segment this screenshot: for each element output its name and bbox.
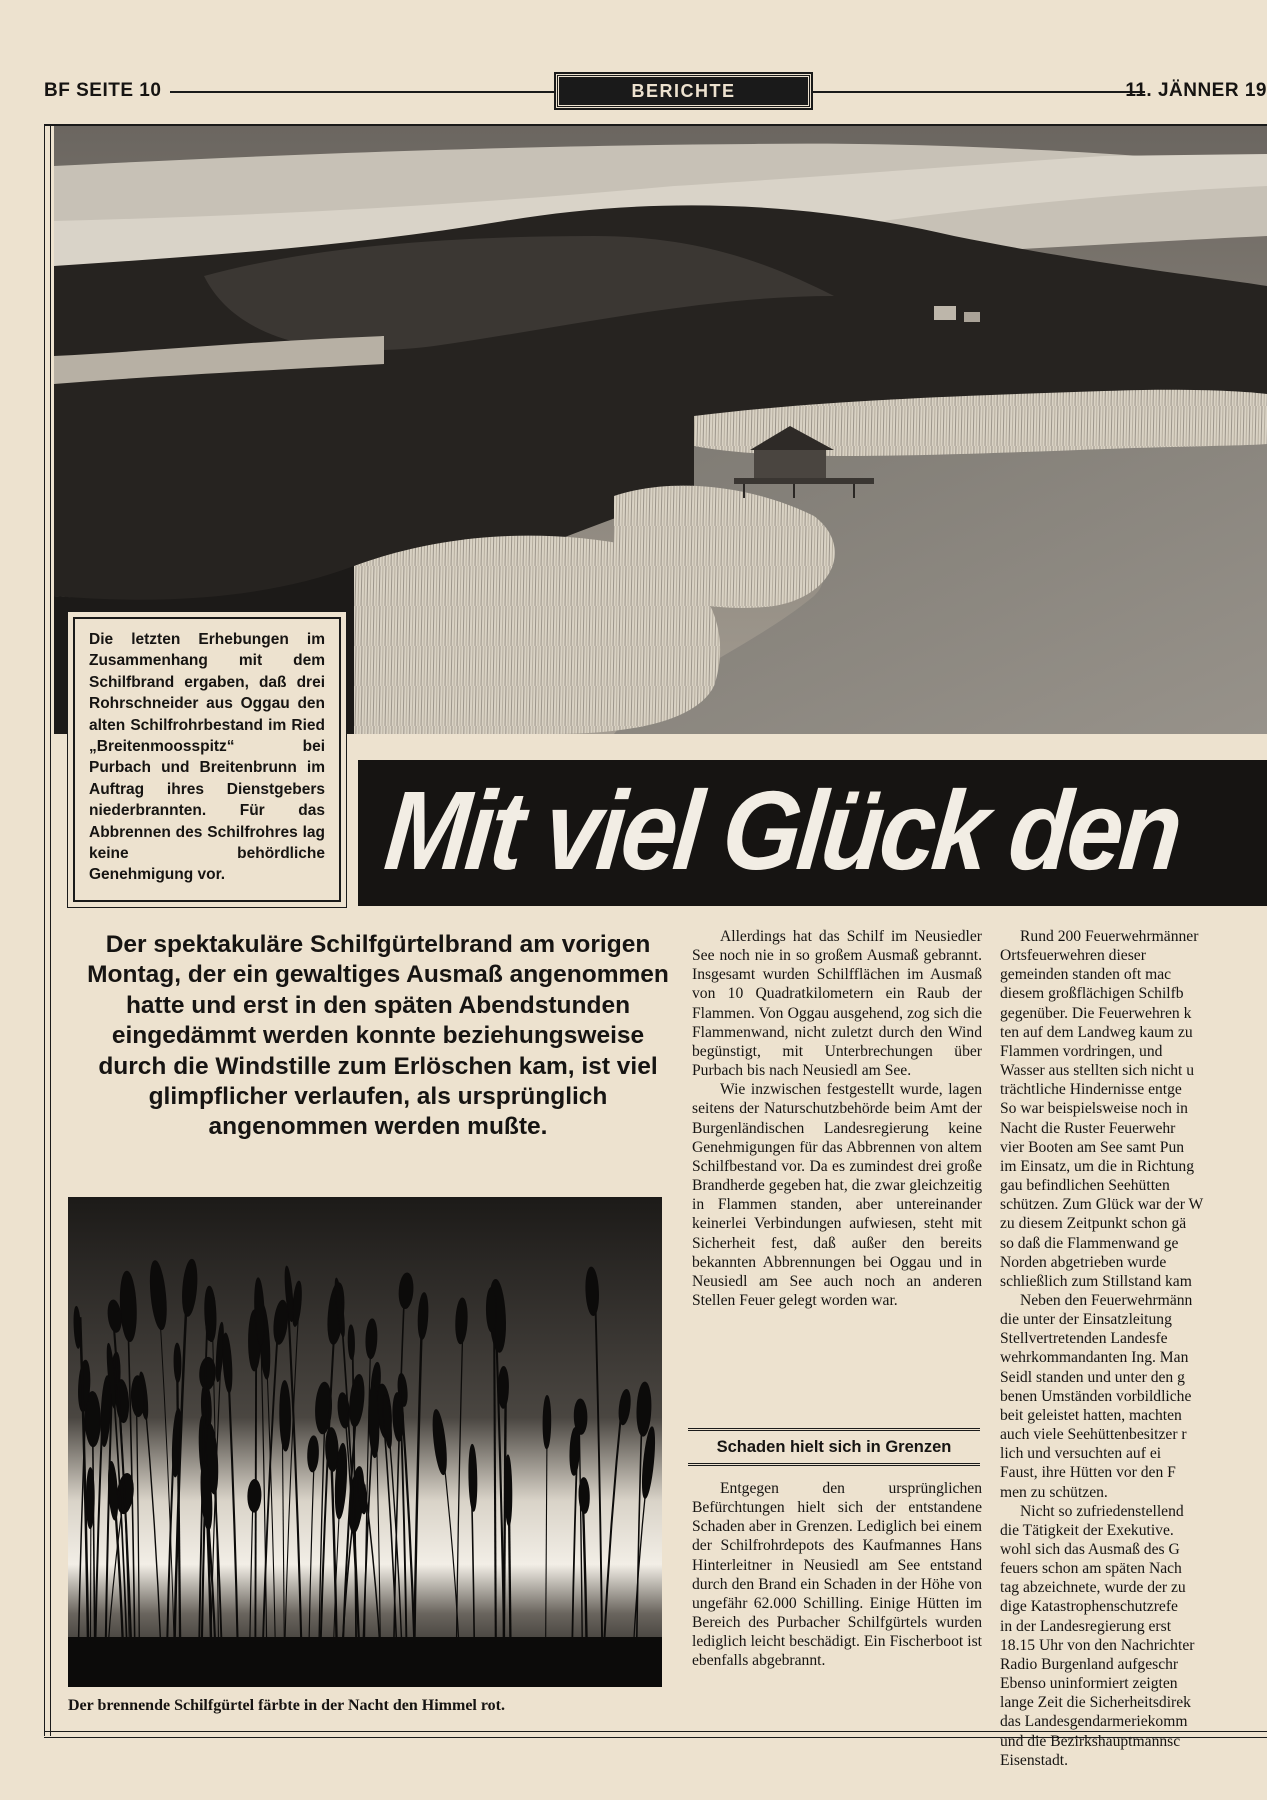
header-rule-right [811, 91, 1145, 93]
lead-paragraph: Der spektakuläre Schilfgürtelbrand am vorigen Montag, der ein gewaltiges Ausmaß angenommen hatte und erst in den späten Abendstunden eingedämmt werden konnte beziehungsweise durch die Windstille zum Erlöschen kam, ist viel glimpflicher verlaufen, als ursprünglich angenommen werden mußte. [87, 931, 669, 1141]
reed-plume [543, 1396, 551, 1449]
reed-plume [348, 1325, 355, 1360]
article-column-2-continued [692, 1479, 982, 1671]
column-3-line: So war beispielsweise noch in [1000, 1100, 1188, 1118]
column-3-line: Nicht so zufriedenstellend [1020, 1502, 1184, 1520]
paragraph: Allerdings hat das Schilf im Neusiedler See noch nie in so großem Ausmaß gebrannt. Insgesamt wurden Schilfflächen im Ausmaß von 10 Quadratkilometern ein Raub der Flammen. Von Oggau ausgehend, zog sich die Flammenwand, nicht zuletzt durch den Wind begünstigt, mit Unterbrechungen über Purbach bis nach Neusiedl am See. [692, 928, 982, 1080]
column-3-line: Radio Burgenland aufgeschr [1000, 1655, 1179, 1673]
column-3-line: so daß die Flammenwand ge [1000, 1234, 1179, 1252]
column-3-line: trächtliche Hindernisse entge [1000, 1081, 1182, 1099]
column-3-line: Rund 200 Feuerwehrmänner [1020, 928, 1199, 945]
column-3-line: schließlich zum Stillstand kam [1000, 1272, 1192, 1290]
column-3-line: Eisenstadt. [1000, 1751, 1068, 1769]
paragraph [1000, 927, 1267, 1770]
column-3-line: Ebenso uninformiert zeigten [1000, 1675, 1178, 1693]
column-3-line: Faust, ihre Hütten vor den F [1000, 1464, 1176, 1482]
column-3-line: wehrkommandanten Ing. Man [1000, 1349, 1189, 1367]
issue-date: 11. JÄNNER 19 [1125, 80, 1267, 101]
column-3-line: Stellvertretenden Landesfe [1000, 1330, 1168, 1348]
reed-plume [174, 1343, 182, 1382]
reed-plume [131, 1376, 145, 1417]
column-3-line: das Landesgendarmeriekomm [1000, 1713, 1188, 1731]
subheading: Schaden hielt sich in Grenzen [688, 1428, 980, 1466]
frame-left-rule [44, 124, 51, 1736]
column-3-line: Neben den Feuerwehrmänn [1020, 1291, 1193, 1309]
column-3-line: auch viele Seehüttenbesitzer r [1000, 1426, 1187, 1444]
headline-text: Mit viel Glück den [380, 768, 1185, 893]
column-3-line: beit geleistet hatten, machten [1000, 1406, 1182, 1424]
column-3-line: Nacht die Ruster Feuerwehr [1000, 1119, 1176, 1137]
reed-plume [498, 1366, 509, 1408]
column-3-line: Wasser aus stellten sich nicht u [1000, 1062, 1195, 1080]
column-3-line: Ortsfeuerwehren dieser [1000, 947, 1146, 965]
column-3-line: Seidl standen und unter den g [1000, 1368, 1185, 1386]
column-3-line: und die Bezirkshauptmannsc [1000, 1732, 1181, 1750]
column-3-line: schützen. Zum Glück war der W [1000, 1196, 1204, 1214]
column-3-line: Flammen vordringen, und [1000, 1042, 1163, 1060]
column-3-line: im Einsatz, um die in Richtung [1000, 1157, 1195, 1175]
page-header [44, 74, 1267, 112]
reed-plume [86, 1468, 94, 1529]
column-3-line: tag abzeichnete, wurde der zu [1000, 1579, 1186, 1597]
column-3-line: feuers schon am späten Nach [1000, 1560, 1182, 1578]
column-3-line: dige Katastrophenschutzrefe [1000, 1598, 1178, 1616]
column-3-line: men zu schützen. [1000, 1483, 1108, 1501]
column-3-line: ten auf dem Landweg kaum zu [1000, 1023, 1193, 1041]
header-rule-left [170, 91, 556, 93]
reed-photo [68, 1197, 662, 1687]
column-3-line: in der Landesregierung erst [1000, 1617, 1172, 1635]
article-column-3 [1000, 927, 1267, 1770]
column-3-line: benen Umständen vorbildliche [1000, 1387, 1192, 1405]
column-3-line: vier Booten am See samt Pun [1000, 1138, 1185, 1156]
reed-photo-image [68, 1197, 662, 1687]
reed-plume [505, 1455, 513, 1526]
section-label: BERICHTE [556, 74, 811, 108]
column-3-line: gemeinden standen oft mac [1000, 966, 1172, 984]
page-number: BF SEITE 10 [44, 80, 162, 101]
reed-plume [486, 1287, 496, 1332]
column-3-line: lich und versuchten auf ei [1000, 1445, 1162, 1463]
column-3-line: gegenüber. Die Feuerwehren k [1000, 1004, 1192, 1022]
article-column-2 [692, 927, 982, 1310]
column-3-line: die unter der Einsatzleitung [1000, 1311, 1172, 1329]
column-3-line: lange Zeit die Sicherheitsdirek [1000, 1694, 1191, 1712]
column-3-line: gau befindlichen Seehütten [1000, 1177, 1170, 1195]
column-3-line: wohl sich das Ausmaß des G [1000, 1541, 1180, 1558]
caption-box: Die letzten Erhebungen im Zusammenhang mit dem Schilfbrand ergaben, daß drei Rohrschneider aus Oggau den alten Schilfrohrbestand im Ried „Breitenmoosspitz“ bei Purbach und Breitenbrunn im Auftrag ihres Dienstgebers niederbrannten. Für das Abbrennen des Schilfrohres lag keine behördliche Genehmigung vor. [73, 617, 341, 902]
column-3-line: die Tätigkeit der Exekutive. [1000, 1521, 1174, 1539]
paragraph: Wie inzwischen festgestellt wurde, lagen seitens der Naturschutzbehörde beim Amt der Burgenländischen Landesregierung keine Genehmigungen für das Abbrennen von altem Schilfbestand vor. Da es zumindest drei große Brandherde gegeben hat, die zwar gleichzeitig in Flammen standen, aber untereinander keinerlei Verbindungen aufwiesen, steht mit Sicherheit fest, daß außer den bereits bekannten Abbrennungen bei Oggau und in Neusiedl am See auch noch an anderen Stellen Feuer gelegt worden war. [692, 1081, 982, 1309]
reed-photo-caption: Der brennende Schilfgürtel färbte in der Nacht den Himmel rot. [68, 1697, 505, 1714]
column-3-line: diesem großflächigen Schilfb [1000, 985, 1184, 1003]
paragraph: Entgegen den ursprünglichen Befürchtungen hielt sich der entstandene Schaden aber in Grenzen. Lediglich bei einem der Schilfrohrdepots des Kaufmannes Hans Hinterleitner in Neusiedl am See entstand durch den Brand ein Schaden in der Höhe von ungefähr 62.000 Schilling. Einige Hütten im Bereich des Purbacher Schilfgürtels wurden lediglich leicht beschädigt. Ein Fischerboot ist ebenfalls abgebrannt. [692, 1480, 982, 1670]
column-3-line: 18.15 Uhr von den Nachrichter [1000, 1636, 1195, 1654]
column-3-line: Norden abgetrieben wurde [1000, 1253, 1167, 1271]
reed-plume [248, 1479, 262, 1512]
headline-bar [358, 760, 1267, 906]
column-3-line: zu diesem Zeitpunkt schon gä [1000, 1215, 1187, 1233]
